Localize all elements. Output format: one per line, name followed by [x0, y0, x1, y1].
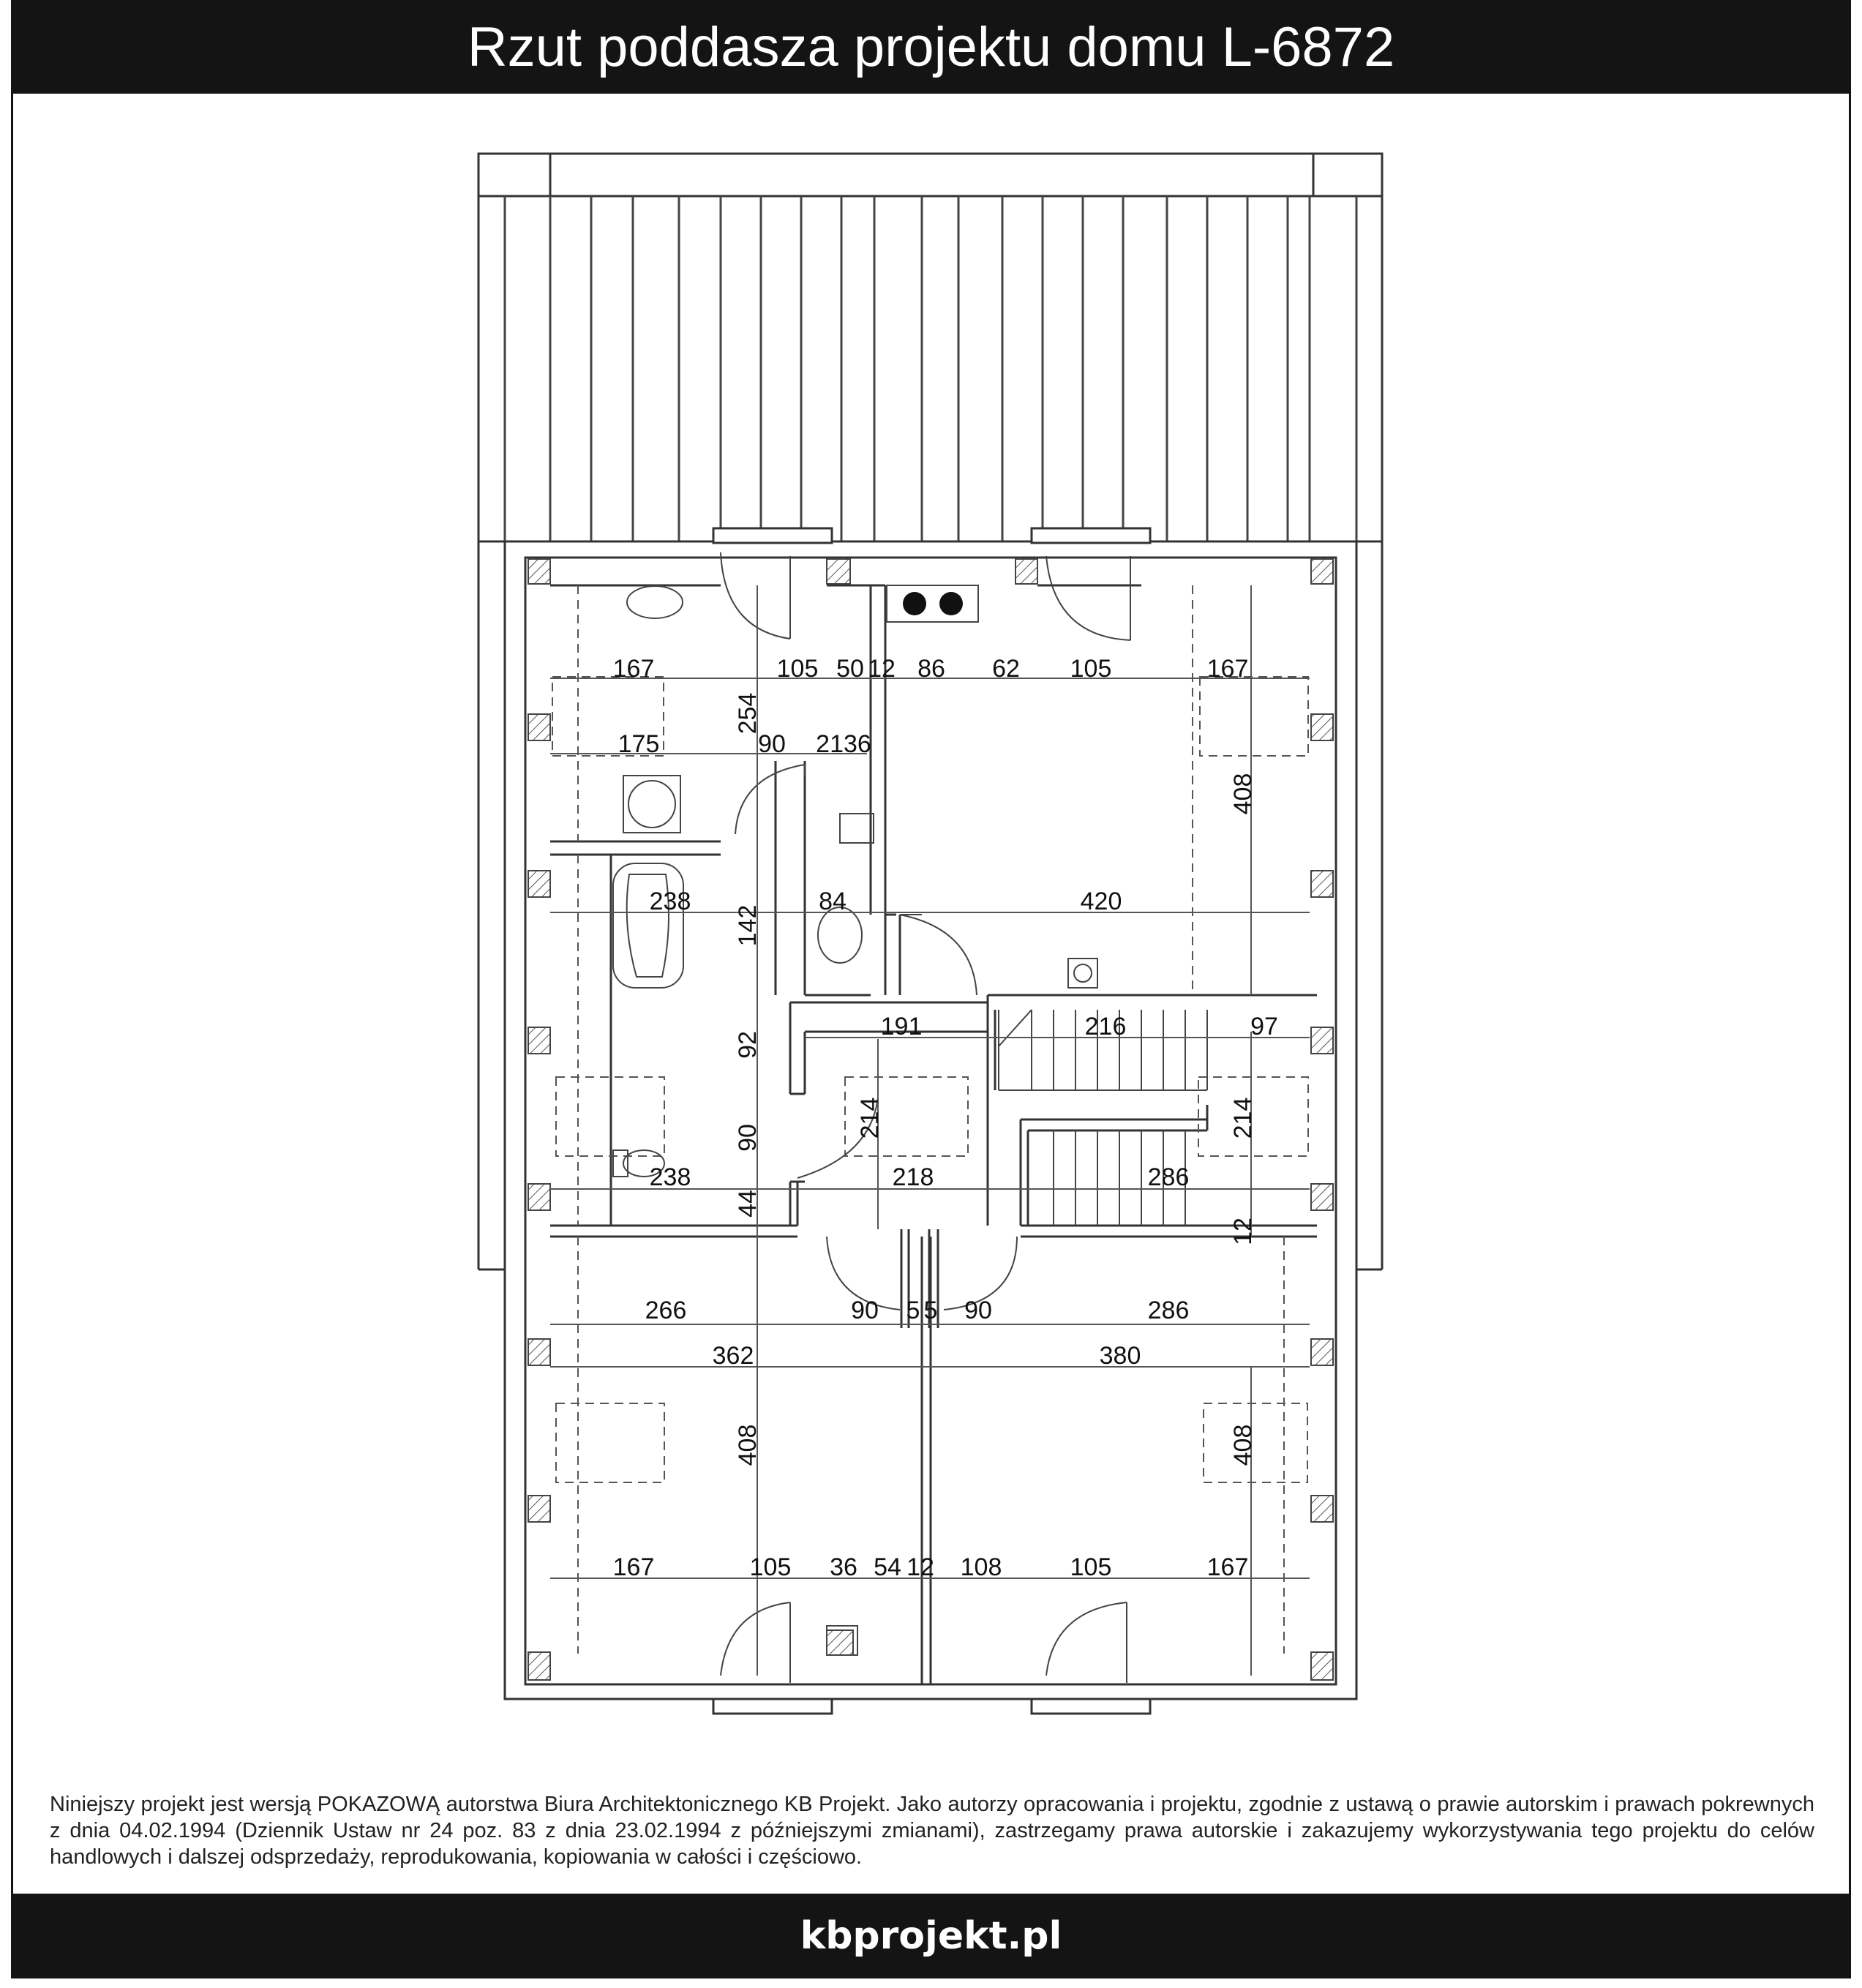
- dim-bottom-167-b: 167: [1206, 1553, 1249, 1581]
- dim-92: 92: [734, 1031, 762, 1059]
- dim-214-right: 214: [1229, 1097, 1257, 1139]
- roof-boards: [505, 196, 1356, 541]
- dim-bottom-12: 12: [906, 1553, 934, 1581]
- dim-408-top: 408: [1229, 773, 1257, 815]
- doors: [721, 552, 1130, 1683]
- dim-90-vertical: 90: [734, 1124, 762, 1152]
- dim-380: 380: [1099, 1342, 1141, 1370]
- page-title: Rzut poddasza projektu domu L-6872: [11, 0, 1851, 94]
- dim-door-5-a: 5: [906, 1297, 920, 1324]
- dim-top-105-a: 105: [776, 655, 819, 683]
- dim-191: 191: [880, 1013, 923, 1040]
- dim-218: 218: [892, 1163, 934, 1191]
- footer-website[interactable]: kbprojekt.pl: [11, 1894, 1851, 1978]
- dim-142: 142: [734, 904, 762, 947]
- dim-top-105-b: 105: [1070, 655, 1112, 683]
- dim-top-12: 12: [868, 655, 896, 683]
- dim-door-286: 286: [1147, 1297, 1190, 1324]
- dim-44: 44: [734, 1190, 762, 1218]
- dim-door-90-b: 90: [964, 1297, 992, 1324]
- dim-top-167-b: 167: [1206, 655, 1249, 683]
- dim-408-left: 408: [734, 1424, 762, 1466]
- dim-408-right: 408: [1229, 1424, 1257, 1466]
- dim-2136: 2136: [816, 730, 871, 758]
- dim-214-mid: 214: [856, 1097, 884, 1139]
- interior-walls: [550, 585, 1317, 1684]
- dim-door-266: 266: [645, 1297, 687, 1324]
- staircase: [999, 1010, 1207, 1226]
- dim-bottom-167-a: 167: [612, 1553, 655, 1581]
- dim-top-50: 50: [836, 655, 864, 683]
- dim-bottom-36: 36: [830, 1553, 857, 1581]
- copyright-disclaimer: Niniejszy projekt jest wersją POKAZOWĄ autorstwa Biura Architektonicznego KB Projekt. Jako autorzy opracowania i projektu, zgodnie z ustawą o prawie autorskim i prawach pokrewnych z dnia 04.02.1994 (Dziennik Ustaw nr 24 poz. 83 z dnia 23.02.1994 z późniejszymi zmianami), zastrzegamy prawa autorskie i zakazujemy wykorzystywania tego projektu do celów handlowych i dalszej odsprzedaży, reprodukowania, kopiowania w całości i częściowo.: [50, 1793, 1814, 1869]
- dim-top-62: 62: [992, 655, 1020, 683]
- dim-bottom-108: 108: [960, 1553, 1002, 1581]
- dim-216: 216: [1084, 1013, 1127, 1040]
- dim-door-90-a: 90: [851, 1297, 879, 1324]
- dim-238-b: 238: [649, 1163, 691, 1191]
- dim-12: 12: [1229, 1218, 1257, 1245]
- dim-top-86: 86: [917, 655, 945, 683]
- dim-175: 175: [617, 730, 660, 758]
- dim-420: 420: [1080, 888, 1122, 915]
- dim-bottom-54: 54: [874, 1553, 901, 1581]
- dim-bottom-105-a: 105: [749, 1553, 792, 1581]
- dim-84: 84: [819, 888, 846, 915]
- dim-286-a: 286: [1147, 1163, 1190, 1191]
- dim-bottom-105-b: 105: [1070, 1553, 1112, 1581]
- dim-door-5-b: 5: [923, 1297, 938, 1324]
- dim-254: 254: [734, 692, 762, 735]
- dim-90-left: 90: [758, 730, 786, 758]
- dimension-labels: [613, 655, 1278, 1581]
- dim-97: 97: [1250, 1013, 1278, 1040]
- dim-362: 362: [712, 1342, 754, 1370]
- dim-238-a: 238: [649, 888, 691, 915]
- dim-top-167-a: 167: [612, 655, 655, 683]
